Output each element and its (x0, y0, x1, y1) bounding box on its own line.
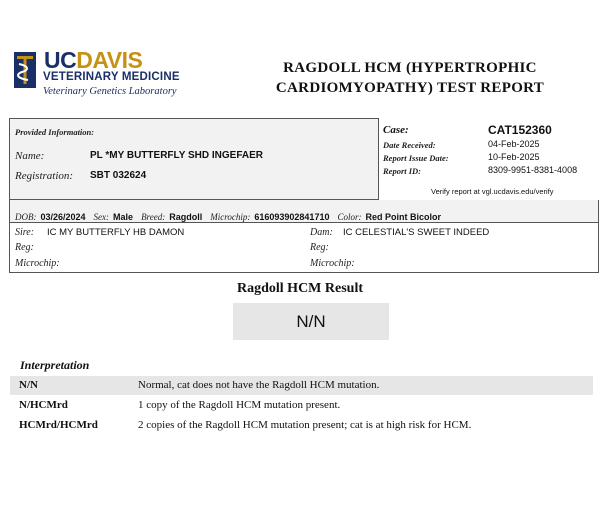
case-label: Case: (383, 124, 409, 136)
sex-label: Sex: (93, 212, 110, 222)
logo-subtitle: VETERINARY MEDICINE (43, 71, 180, 83)
dob-label: DOB: (15, 212, 37, 222)
genotype-code: N/HCMrd (19, 399, 68, 411)
logo-lab-name: Veterinary Genetics Laboratory (43, 86, 177, 97)
color-value: Red Point Bicolor (365, 212, 441, 222)
sire-label: Sire: (15, 227, 35, 238)
verify-link[interactable]: Verify report at vgl.ucdavis.edu/verify (431, 187, 554, 196)
animal-name: PL *MY BUTTERFLY SHD INGEFAER (90, 150, 263, 161)
sire-microchip-label: Microchip: (15, 258, 60, 269)
dam-microchip-label: Microchip: (310, 258, 355, 269)
genotype-code: HCMrd/HCMrd (19, 419, 98, 431)
dob-value: 03/26/2024 (40, 212, 86, 222)
genotype-code: N/N (19, 379, 38, 391)
result-title: Ragdoll HCM Result (237, 281, 363, 296)
issue-date-value: 10-Feb-2025 (488, 152, 540, 162)
provided-heading: Provided Information: (15, 127, 95, 137)
sire-reg-label: Reg: (15, 242, 34, 253)
genotype-description: Normal, cat does not have the Ragdoll HCM mutation. (138, 379, 380, 391)
breed-value: Ragdoll (169, 212, 203, 222)
interpretation-row (10, 416, 593, 435)
registration-value: SBT 032624 (90, 170, 147, 181)
sire-name: IC MY BUTTERFLY HB DAMON (47, 227, 185, 238)
report-title (245, 58, 575, 98)
report-id-label: Report ID: (383, 166, 422, 176)
genotype-description: 1 copy of the Ragdoll HCM mutation present. (138, 399, 341, 411)
color-label: Color: (337, 212, 362, 222)
logo-wordmark (44, 48, 142, 72)
dam-label: Dam: (310, 227, 333, 238)
genotype-description: 2 copies of the Ragdoll HCM mutation present; cat is at high risk for HCM. (138, 419, 472, 431)
case-id: CAT152360 (488, 123, 552, 137)
result-value: N/N (233, 303, 389, 340)
name-label: Name: (15, 150, 45, 162)
interpretation-row (10, 396, 593, 415)
logo-davis-text: DAVIS (76, 47, 143, 73)
logo-uc-text: UC (44, 47, 77, 73)
microchip-label: Microchip: (210, 212, 251, 222)
interpretation-title: Interpretation (20, 358, 90, 372)
dam-reg-label: Reg: (310, 242, 329, 253)
interpretation-row (10, 376, 593, 395)
ucdavis-logo-icon (14, 52, 36, 88)
date-received-value: 04-Feb-2025 (488, 139, 540, 149)
breed-label: Breed: (141, 212, 166, 222)
registration-label: Registration: (15, 170, 74, 182)
issue-date-label: Report Issue Date: (383, 153, 449, 163)
report-id-value: 8309-9951-8381-4008 (488, 165, 578, 175)
report-title-line2: CARDIOMYOPATHY) TEST REPORT (275, 80, 545, 96)
sex-value: Male (113, 212, 134, 222)
microchip-value: 616093902841710 (254, 212, 330, 222)
report-title-line1: RAGDOLL HCM (HYPERTROPHIC (283, 60, 537, 76)
dam-name: IC CELESTIAL'S SWEET INDEED (343, 227, 490, 238)
date-received-label: Date Received: (383, 140, 436, 150)
